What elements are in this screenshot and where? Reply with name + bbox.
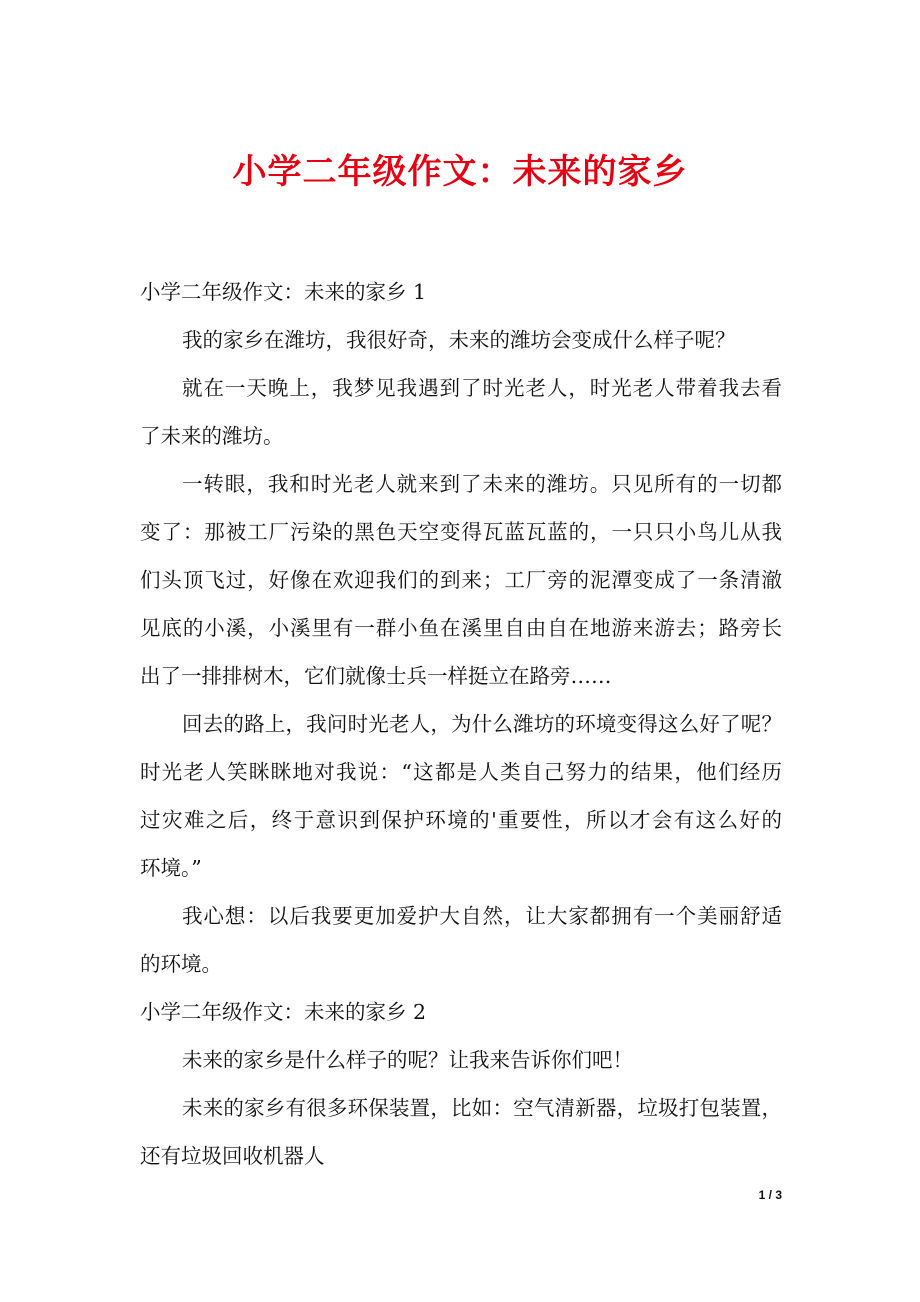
- paragraph: [140, 1084, 782, 1180]
- text-line: 就在一天晚上，我梦见我遇到了时光老人，时光老人带着我去看: [182, 376, 782, 400]
- text-line: 我心想：以后我要更加爱护大自然，让大家都拥有一个美丽舒适: [182, 904, 782, 928]
- text-line: 时光老人笑眯眯地对我说：“这都是人类自己努力的结果，他们经历: [140, 760, 782, 784]
- section-heading: [140, 268, 782, 316]
- paragraph: [140, 364, 782, 460]
- text-line: 见底的小溪，小溪里有一群小鱼在溪里自由自在地游来游去；路旁长: [140, 616, 782, 640]
- page-number: 1 / 3: [758, 1188, 782, 1202]
- section-heading: [140, 988, 782, 1036]
- text-line: 未来的家乡是什么样子的呢？让我来告诉你们吧！: [182, 1048, 633, 1072]
- text-line: 一转眼，我和时光老人就来到了未来的潍坊。只见所有的一切都: [182, 472, 782, 496]
- paragraph: [140, 700, 782, 892]
- text-line: 过灾难之后，终于意识到保护环境的'重要性，所以才会有这么好的: [140, 808, 782, 832]
- text-line: 出了一排排树木，它们就像士兵一样挺立在路旁……: [140, 664, 612, 688]
- paragraph: [140, 1036, 782, 1084]
- paragraph: [140, 892, 782, 988]
- text-line: 我的家乡在潍坊，我很好奇，未来的潍坊会变成什么样子呢？: [182, 328, 736, 352]
- text-line: 小学二年级作文：未来的家乡 2: [140, 1000, 427, 1024]
- document-title: 小学二年级作文：未来的家乡: [232, 152, 688, 192]
- text-line: 未来的家乡有很多环保装置，比如：空气清新器，垃圾打包装置，: [182, 1096, 782, 1120]
- text-line: 还有垃圾回收机器人: [140, 1144, 325, 1168]
- paragraph: [140, 316, 782, 364]
- text-line: 环境。”: [140, 856, 202, 880]
- text-line: 们头顶飞过，好像在欢迎我们的到来；工厂旁的泥潭变成了一条清澈: [140, 568, 782, 592]
- text-line: 的环境。: [140, 952, 222, 976]
- text-line: 变了：那被工厂污染的黑色天空变得瓦蓝瓦蓝的，一只只小鸟儿从我: [140, 520, 782, 544]
- text-line: 小学二年级作文：未来的家乡 1: [140, 280, 427, 304]
- paragraph: [140, 460, 782, 700]
- text-line: 了未来的潍坊。: [140, 424, 284, 448]
- text-line: 回去的路上，我问时光老人，为什么潍坊的环境变得这么好了呢？: [182, 712, 782, 736]
- document-body: [140, 268, 782, 1180]
